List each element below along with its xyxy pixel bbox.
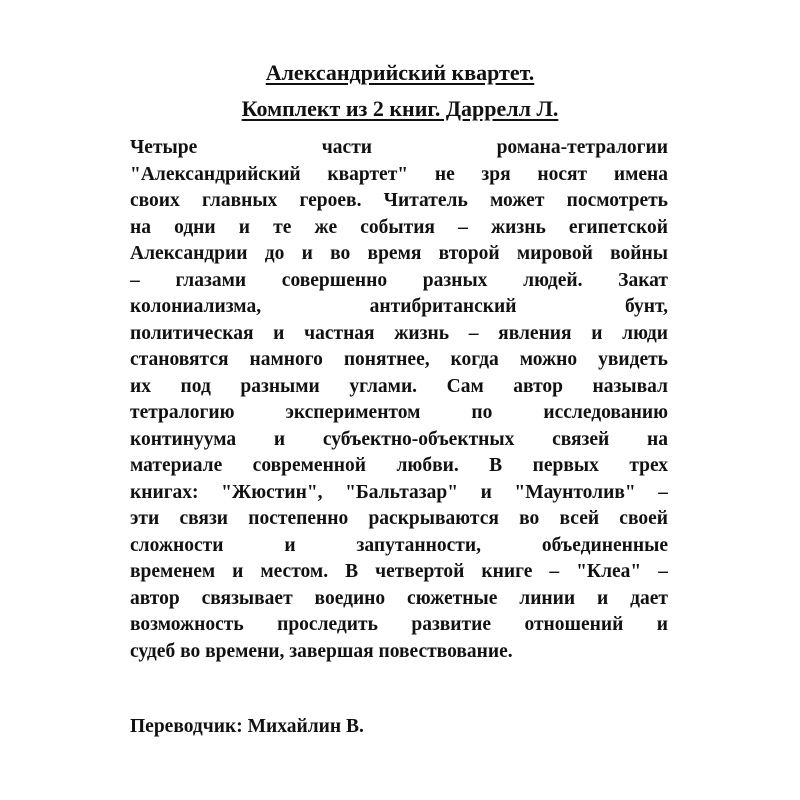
text-line: автор связывает воедино сюжетные линии и дает bbox=[130, 587, 668, 609]
text-line: книгах: "Жюстин", "Бальтазар" и "Маунтолив" – bbox=[130, 481, 668, 503]
text-line: возможность проследить развитие отношений и bbox=[130, 614, 668, 635]
text-line: на одни и те же события – жизнь египетской bbox=[130, 216, 668, 238]
text-line: материале современной любви. В первых трех bbox=[130, 455, 668, 476]
text-line: эти связи постепенно раскрываются во всей своей bbox=[130, 508, 668, 529]
text-line: "Александрийский квартет" не зря носят имена bbox=[130, 163, 668, 185]
text-line: тетралогию экспериментом по исследованию bbox=[130, 402, 668, 423]
description-paragraph bbox=[130, 135, 668, 665]
text-line: континуума и субъектно-объектных связей на bbox=[130, 428, 668, 450]
text-line: становятся намного понятнее, когда можно увидеть bbox=[130, 349, 668, 370]
text-line: судеб во времени, завершая повествование. bbox=[130, 640, 513, 662]
text-line: – глазами совершенно разных людей. Закат bbox=[130, 269, 668, 291]
text-line: политическая и частная жизнь – явления и люди bbox=[130, 322, 668, 344]
text-line: своих главных героев. Читатель может посмотреть bbox=[130, 190, 668, 211]
text-line: Четыре части романа-тетралогии bbox=[130, 137, 668, 158]
text-line: колониализма, антибританский бунт, bbox=[130, 296, 668, 317]
text-line: временем и местом. В четвертой книге – "Клеа" – bbox=[130, 561, 668, 582]
translator-credit: Переводчик: Михайлин В. bbox=[130, 716, 364, 737]
text-line: их под разными углами. Сам автор называл bbox=[130, 375, 668, 397]
document-title: Александрийский квартет. bbox=[265, 60, 535, 85]
text-line: Александрии до и во время второй мировой войны bbox=[130, 243, 668, 264]
text-line: сложности и запутанности, объединенные bbox=[130, 534, 668, 556]
document-subtitle: Комплект из 2 книг. Даррелл Л. bbox=[241, 96, 559, 121]
